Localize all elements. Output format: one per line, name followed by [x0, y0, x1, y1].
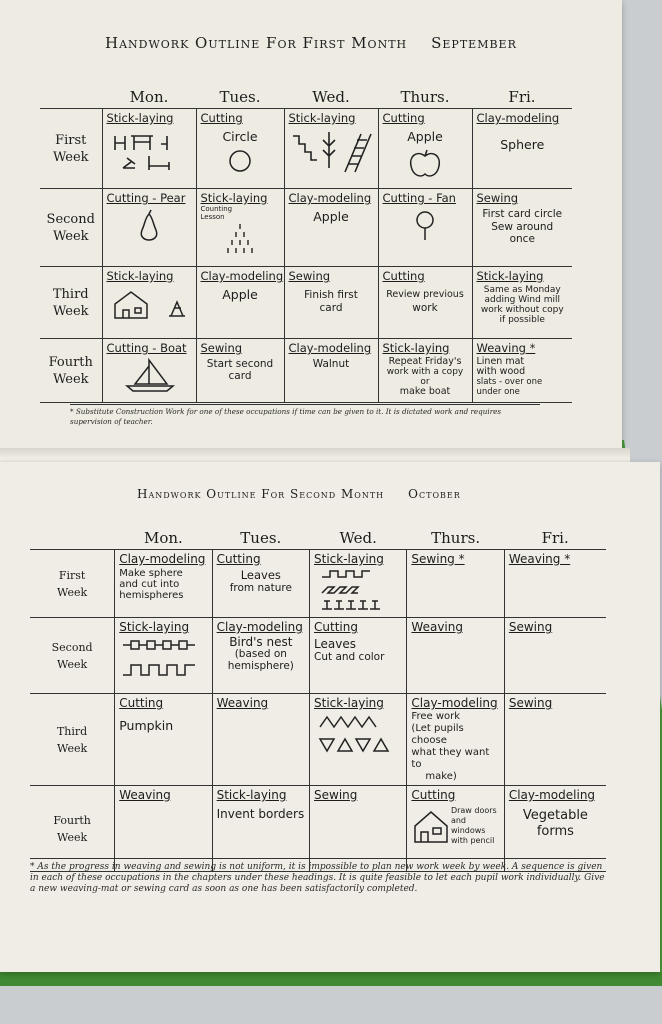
- counting-sticks-icon: [210, 224, 270, 258]
- occupation-label: Stick-laying: [200, 191, 268, 205]
- occupation-label: Weaving: [216, 696, 269, 710]
- occupation-label: Cutting: [314, 620, 358, 634]
- bottom-footnote: * As the progress in weaving and sewing is not uniform, it is impossible to plan new work week by week. A sequence is given in each of these occupations in the chapters under these headings. It is quite feasible to let each pupil work individually. Give a new weaving-mat or sewing card as soon as one has been satisfactorily completed.: [30, 858, 606, 895]
- schedule-cell: [115, 694, 212, 786]
- occupation-label: Sewing: [476, 191, 519, 205]
- week-label: Fourth Week: [30, 786, 115, 872]
- schedule-cell: [212, 618, 309, 694]
- cell-note: Circle: [222, 129, 258, 144]
- cell-note: Apple: [407, 129, 443, 144]
- house-note-group: [451, 806, 500, 846]
- week-label: Second Week: [30, 618, 115, 694]
- schedule-cell: [115, 618, 212, 694]
- book-cover-bottom: [0, 972, 662, 986]
- day-header: Fri.: [504, 529, 606, 550]
- occupation-label: Clay-modeling: [411, 696, 498, 710]
- week-label: Fourth Week: [40, 339, 102, 403]
- top-month: September: [431, 34, 517, 52]
- occupation-label: Sewing *: [411, 552, 465, 566]
- cell-note: Apple: [313, 209, 349, 224]
- cell-note: card: [319, 302, 343, 314]
- cell-note: First card circle: [482, 208, 563, 220]
- week-label: First Week: [30, 550, 115, 618]
- schedule-cell: [284, 109, 378, 189]
- schedule-cell: [407, 550, 504, 618]
- occupation-label: Weaving *: [476, 341, 536, 355]
- cell-note: and windows: [450, 816, 486, 835]
- cell-note: work with a copy: [386, 367, 464, 377]
- day-header: Mon.: [102, 88, 196, 109]
- day-header: Fri.: [472, 88, 572, 109]
- top-page-title: [105, 34, 517, 52]
- schedule-cell: [378, 339, 472, 403]
- cell-note: Leaves: [240, 568, 281, 582]
- counting-note: Lesson: [200, 213, 225, 221]
- schedule-cell: [472, 109, 572, 189]
- occupation-label: Stick-laying: [106, 111, 174, 125]
- day-header: Mon.: [115, 529, 212, 550]
- schedule-cell: [504, 550, 606, 618]
- cell-note: forms: [536, 824, 574, 839]
- fan-icon: [410, 208, 440, 242]
- cell-note: Vegetable: [522, 808, 588, 823]
- square-chain-icon: [121, 637, 205, 681]
- cell-note: (Let pupils choose: [411, 723, 464, 746]
- cell-note: Start second: [206, 358, 274, 370]
- schedule-cell: [310, 618, 407, 694]
- corner-cell: [30, 529, 115, 550]
- bottom-month: October: [408, 487, 461, 501]
- cell-note: make): [425, 771, 457, 782]
- occupation-label: Cutting: [382, 269, 425, 283]
- schedule-cell: [407, 618, 504, 694]
- cell-note: (based on: [234, 648, 287, 660]
- cell-note: Review previous: [386, 289, 464, 300]
- schedule-cell: [115, 550, 212, 618]
- bottom-title-text: Handwork Outline For Second Month: [137, 487, 385, 501]
- pear-icon: [134, 208, 164, 242]
- cell-note: once: [509, 233, 535, 245]
- occupation-label: Sewing: [314, 788, 358, 802]
- boat-icon: [119, 358, 179, 392]
- day-header: Thurs.: [407, 529, 504, 550]
- schedule-cell: [310, 550, 407, 618]
- october-schedule-table: [30, 529, 606, 872]
- stairs-ladder-icon: [289, 128, 373, 176]
- cell-note: with pencil: [450, 836, 495, 845]
- table-row: [30, 694, 606, 786]
- schedule-cell: [196, 267, 284, 339]
- occupation-label: Clay-modeling: [288, 341, 372, 355]
- border-patterns-icon: [318, 569, 398, 613]
- bottom-page-title: [137, 487, 461, 501]
- cell-note: slats - over one: [476, 377, 543, 387]
- cell-note: adding Wind mill: [484, 295, 560, 305]
- occupation-label: Sewing: [200, 341, 243, 355]
- week-label: Third Week: [40, 267, 102, 339]
- cell-note: Apple: [222, 287, 258, 302]
- occupation-label: Weaving: [119, 788, 171, 802]
- circle-icon: [220, 146, 260, 176]
- occupation-label: Cutting: [216, 552, 261, 566]
- schedule-cell: [284, 267, 378, 339]
- day-header: Tues.: [212, 529, 309, 550]
- cell-note: or: [420, 377, 430, 387]
- schedule-cell: [472, 267, 572, 339]
- house-drawing-group: [411, 806, 499, 846]
- occupation-label: Stick-laying: [288, 111, 356, 125]
- cell-note: Draw doors: [450, 806, 497, 815]
- schedule-cell: [102, 267, 196, 339]
- schedule-cell: [504, 618, 606, 694]
- occupation-label: Weaving: [411, 620, 463, 634]
- cell-note: work without copy: [480, 305, 564, 315]
- occupation-label: Cutting: [382, 111, 425, 125]
- occupation-label: Stick-laying: [476, 269, 544, 283]
- cell-note: Finish first: [304, 289, 358, 301]
- occupation-label: Clay-modeling: [288, 191, 372, 205]
- cell-note: Sphere: [500, 137, 545, 152]
- schedule-cell: [102, 109, 196, 189]
- zigzag-triangles-icon: [316, 713, 400, 757]
- cell-note: Same as Monday: [483, 285, 561, 295]
- cell-note: Leaves: [314, 637, 356, 651]
- occupation-label: Stick-laying: [106, 269, 174, 283]
- day-header: Thurs.: [378, 88, 472, 109]
- bottom-page: [0, 462, 660, 972]
- schedule-cell: [472, 189, 572, 267]
- schedule-cell: [212, 550, 309, 618]
- occupation-label: Cutting: [119, 696, 164, 710]
- cell-note: if possible: [499, 315, 545, 325]
- week-label: Second Week: [40, 189, 102, 267]
- occupation-label: Cutting: [200, 111, 243, 125]
- schedule-cell: [504, 694, 606, 786]
- occupation-label: Stick-laying: [382, 341, 450, 355]
- corner-cell: [40, 88, 102, 109]
- top-title-text: Handwork Outline For First Month: [105, 34, 408, 52]
- schedule-cell: [407, 694, 504, 786]
- schedule-cell: [378, 267, 472, 339]
- house-icon: [109, 286, 189, 322]
- table-row: [30, 618, 606, 694]
- table-row: [30, 550, 606, 618]
- week-label: Third Week: [30, 694, 115, 786]
- cell-note: make boat: [399, 386, 451, 397]
- stick-figures-icon: [109, 128, 189, 176]
- cell-note: Free work: [411, 711, 461, 722]
- schedule-cell: [196, 109, 284, 189]
- occupation-label: Cutting - Boat: [106, 341, 187, 355]
- cell-note: Cut and color: [314, 651, 385, 663]
- schedule-cell: [212, 694, 309, 786]
- cell-note: card: [228, 370, 252, 382]
- schedule-cell: [310, 694, 407, 786]
- day-header: Wed.: [310, 529, 407, 550]
- cell-note: what they want to: [411, 747, 490, 770]
- table-row: [40, 189, 572, 267]
- occupation-label: Clay-modeling: [216, 620, 303, 634]
- occupation-label: Cutting - Fan: [382, 191, 456, 205]
- cell-note: hemispheres: [119, 590, 184, 601]
- header-row: [30, 529, 606, 550]
- schedule-cell: [102, 189, 196, 267]
- occupation-label: Clay-modeling: [200, 269, 284, 283]
- cell-note: from nature: [229, 582, 292, 594]
- schedule-cell: [284, 189, 378, 267]
- cell-note: Repeat Friday's: [388, 356, 462, 367]
- occupation-label: Weaving *: [508, 552, 571, 566]
- apple-icon: [405, 146, 445, 180]
- week-label: First Week: [40, 109, 102, 189]
- cell-note: hemisphere): [227, 660, 294, 672]
- cell-note: Walnut: [312, 358, 350, 370]
- occupation-label: Clay-modeling: [508, 788, 596, 802]
- occupation-label: Cutting: [411, 788, 456, 802]
- cell-note: Linen mat: [476, 356, 525, 367]
- cell-note: Bird's nest: [229, 635, 293, 649]
- occupation-label: Sewing: [288, 269, 331, 283]
- occupation-label: Cutting - Pear: [106, 191, 186, 205]
- cell-note: Sew around: [491, 221, 554, 233]
- cell-note: Pumpkin: [119, 718, 174, 733]
- schedule-cell: [378, 109, 472, 189]
- table-row: [40, 267, 572, 339]
- top-page: [0, 0, 622, 456]
- occupation-label: Clay-modeling: [476, 111, 560, 125]
- cell-note: with wood: [476, 366, 526, 377]
- schedule-cell: [102, 339, 196, 403]
- occupation-label: Sewing: [508, 620, 553, 634]
- september-schedule-table: [40, 88, 572, 403]
- cell-note: Invent borders: [216, 807, 305, 821]
- cell-note: and cut into: [119, 579, 180, 590]
- occupation-label: Stick-laying: [314, 552, 384, 566]
- header-row: [40, 88, 572, 109]
- cell-note: work: [412, 302, 438, 314]
- day-header: Wed.: [284, 88, 378, 109]
- table-row: [40, 109, 572, 189]
- counting-note: Counting: [200, 205, 233, 213]
- occupation-label: Stick-laying: [314, 696, 384, 710]
- occupation-label: Stick-laying: [216, 788, 287, 802]
- top-footnote: * Substitute Construction Work for one of these occupations if time can be given to it. It is dictated work and requires supervision of teacher.: [70, 404, 540, 427]
- house-icon: [411, 806, 449, 846]
- schedule-cell: [378, 189, 472, 267]
- occupation-label: Sewing: [508, 696, 553, 710]
- table-row: [40, 339, 572, 403]
- cell-note: Make sphere: [119, 568, 183, 579]
- schedule-cell: [196, 339, 284, 403]
- schedule-cell: [284, 339, 378, 403]
- schedule-cell: [196, 189, 284, 267]
- occupation-label: Stick-laying: [119, 620, 190, 634]
- occupation-label: Clay-modeling: [119, 552, 206, 566]
- schedule-cell: [472, 339, 572, 403]
- day-header: Tues.: [196, 88, 284, 109]
- cell-note: under one: [476, 387, 520, 397]
